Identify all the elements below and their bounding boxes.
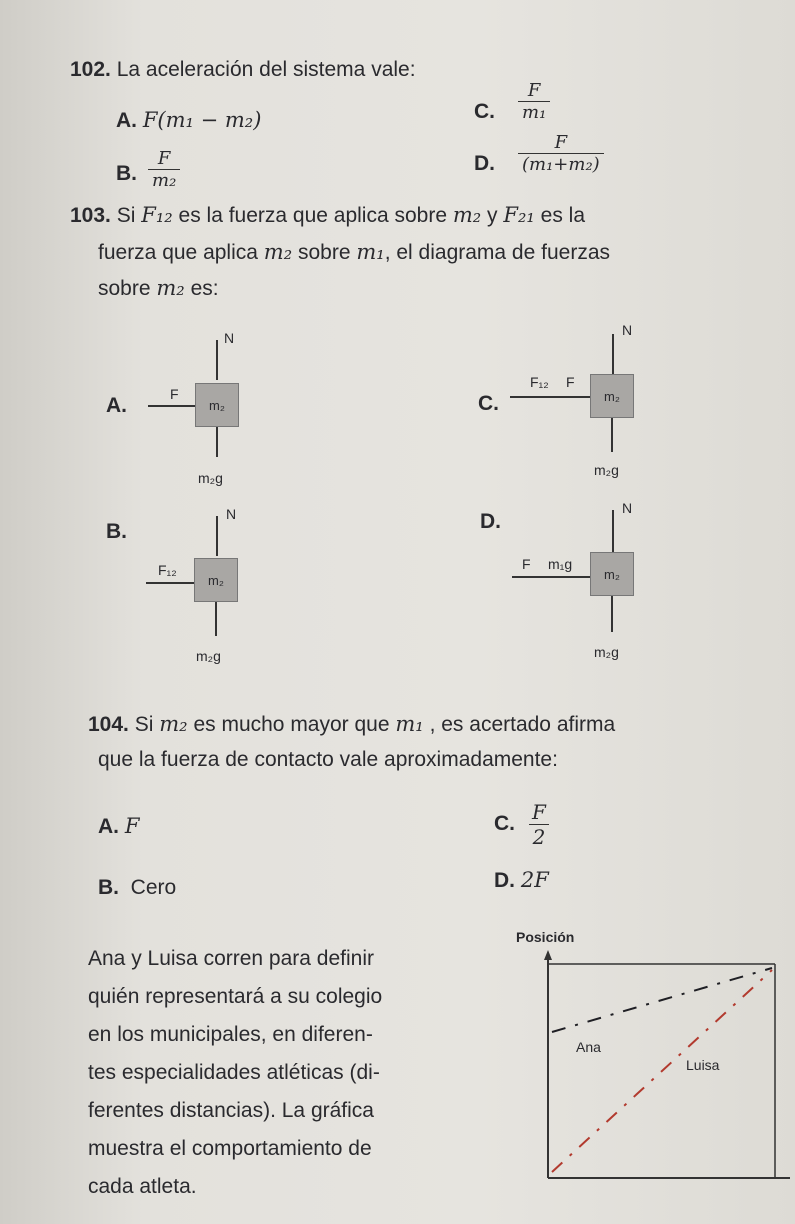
weight-arrow — [611, 596, 613, 632]
normal-force-arrow — [216, 340, 218, 380]
q102-option-b-letter[interactable]: B. — [116, 162, 137, 185]
series-line-ana — [552, 968, 772, 1032]
q104-line1: 104. Si m₂ es mucho mayor que m₁ , es acertado afirma — [88, 712, 616, 736]
paragraph-line: Ana y Luisa corren para definir — [88, 947, 374, 970]
q102-option-b-fraction: $\frac{F}{\text{m₂}}$ — [148, 148, 180, 191]
q103-option-d-letter[interactable]: D. — [480, 510, 501, 533]
normal-force-arrow — [612, 334, 614, 376]
q102-option-d-letter[interactable]: D. — [474, 152, 495, 175]
position-time-graph — [500, 920, 795, 1190]
weight-label: m₂g — [196, 648, 221, 664]
context-paragraph — [88, 940, 498, 1206]
weight-arrow — [611, 418, 613, 452]
normal-force-label: N — [622, 322, 633, 338]
paragraph-line: ferentes distancias). La gráfica — [88, 1099, 374, 1122]
weight-label: m₂g — [594, 462, 619, 478]
q103-line2: fuerza que aplica m₂ sobre m₁, el diagrama de fuerzas — [98, 240, 610, 264]
weight-label: m₂g — [198, 470, 223, 486]
paragraph-line: muestra el comportamiento de — [88, 1137, 372, 1160]
normal-force-arrow — [216, 516, 218, 556]
normal-force-arrow — [612, 510, 614, 552]
paragraph-line: cada atleta. — [88, 1175, 197, 1198]
q104-option-c-letter[interactable]: C. — [494, 812, 515, 835]
force-arrows — [510, 396, 590, 398]
mass-box: m₂ — [194, 558, 238, 602]
q104-line2: que la fuerza de contacto vale aproximadamente: — [98, 748, 558, 771]
f12-force-label: F₁₂ — [530, 374, 549, 390]
applied-force-label: F — [170, 386, 179, 402]
q102-option-d-fraction: $\frac{F}{\text{(m₁+m₂)}}$ — [518, 132, 604, 175]
mass-box: m₂ — [590, 552, 634, 596]
q103-option-a-letter[interactable]: A. — [106, 394, 127, 417]
mass-box: m₂ — [590, 374, 634, 418]
applied-force-arrow — [148, 405, 195, 407]
series-label-ana: Ana — [576, 1039, 601, 1055]
paragraph-line: en los municipales, en diferen- — [88, 1023, 373, 1046]
q104-option-b[interactable]: B. Cero — [98, 876, 177, 899]
m1g-force-label: m₁g — [548, 556, 573, 572]
force-arrows — [512, 576, 590, 578]
weight-arrow — [215, 602, 217, 636]
q102-option-c-letter[interactable]: C. — [474, 100, 495, 123]
y-axis-label: Posición — [516, 929, 575, 945]
q103-option-c-letter[interactable]: C. — [478, 392, 499, 415]
paragraph-line: quién representará a su colegio — [88, 985, 383, 1008]
applied-force-label: F — [522, 556, 531, 572]
q104-option-a[interactable]: A. F — [98, 814, 140, 838]
q103-line1: 103. Si F₁₂ es la fuerza que aplica sobre m₂ y F₂₁ es la — [70, 203, 586, 227]
normal-force-label: N — [622, 500, 633, 516]
paragraph-line: tes especialidades atléticas (di- — [88, 1061, 380, 1084]
f12-force-label: F₁₂ — [158, 562, 177, 578]
weight-label: m₂g — [594, 644, 619, 660]
series-label-luisa: Luisa — [686, 1057, 720, 1073]
q104-option-c-fraction: $\frac{F}{2}$ — [528, 800, 550, 849]
applied-force-label: F — [566, 374, 575, 390]
normal-force-label: N — [224, 330, 235, 346]
q102-option-a[interactable]: A. F(m₁ − m₂) — [116, 108, 262, 132]
normal-force-label: N — [226, 506, 237, 522]
q104-option-d[interactable]: D. 2F — [494, 868, 549, 892]
mass-box: m₂ — [195, 383, 239, 427]
y-axis-arrowhead — [544, 950, 552, 960]
f12-force-arrow — [146, 582, 194, 584]
weight-arrow — [216, 427, 218, 457]
q102-stem: 102. La aceleración del sistema vale: — [70, 58, 416, 81]
q103-option-b-letter[interactable]: B. — [106, 520, 127, 543]
q103-line3: sobre m₂ es: — [98, 276, 219, 300]
q102-option-c-fraction: $\frac{F}{\text{m₁}}$ — [518, 80, 550, 123]
